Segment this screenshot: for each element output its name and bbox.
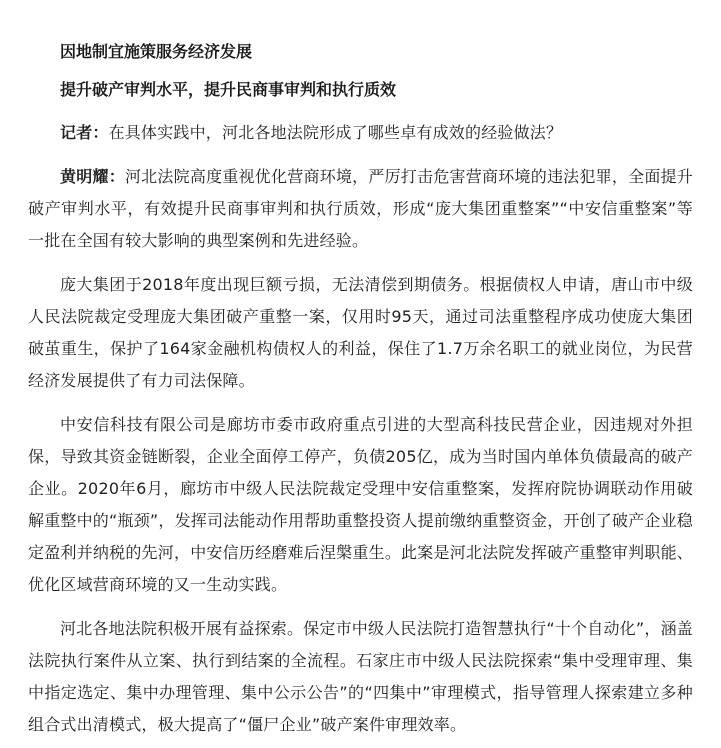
answer-text: 河北法院高度重视优化营商环境，严厉打击危害营商环境的违法犯罪，全面提升破产审判水平，有效提升民商事审判和执行质效，形成“庞大集团重整案”“中安信重整案”等一批在全国有较大影响的典型案例和先进经验。 [28,167,693,250]
section-heading: 因地制宜施策服务经济发展 [60,42,253,61]
answer-speaker: 黄明耀： [60,167,125,186]
answer-paragraph [28,161,693,257]
body-paragraph-exploration: 河北各地法院积极开展有益探索。保定市中级人民法院打造智慧执行“十个自动化”，涵盖法院执行案件从立案、执行到结案的全流程。石家庄市中级人民法院探索“集中受理审理、集中指定选定、集中办理管理、集中公示公告”的“四集中”审理模式，指导管理人探索建立多种组合式出清模式，极大提高了“僵尸企业”破产案件审理效率。 [28,619,693,734]
question-text: 在具体实践中，河北各地法院形成了哪些卓有成效的经验做法？ [108,123,563,142]
body-paragraph-pangda: 庞大集团于2018年度出现巨额亏损，无法清偿到期债务。根据债权人申请，唐山市中级人民法院裁定受理庞大集团破产重整一案，仅用时95天，通过司法重整程序成功使庞大集团破茧重生，保护了164家金融机构债权人的利益，保住了1.7万余名职工的就业岗位，为民营经济发展提供了有力司法保障。 [28,275,693,390]
sub-heading: 提升破产审判水平，提升民商事审判和执行质效 [60,80,397,99]
body-paragraph-zhonganxin: 中安信科技有限公司是廊坊市委市政府重点引进的大型高科技民营企业，因违规对外担保，导致其资金链断裂，企业全面停工停产，负债205亿，成为当时国内单体负债最高的破产企业。2020年6月，廊坊市中级人民法院裁定受理中安信重整案，发挥府院协调联动作用破解重整中的“瓶颈”，发挥司法能动作用帮助重整投资人提前缴纳重整资金，开创了破产企业稳定盈利并纳税的先河，中安信历经磨难后涅槃重生。此案是河北法院发挥破产重整审判职能、优化区域营商环境的又一生动实践。 [28,415,693,594]
article [28,0,693,741]
question-paragraph [28,117,693,149]
question-speaker: 记者： [60,123,109,142]
